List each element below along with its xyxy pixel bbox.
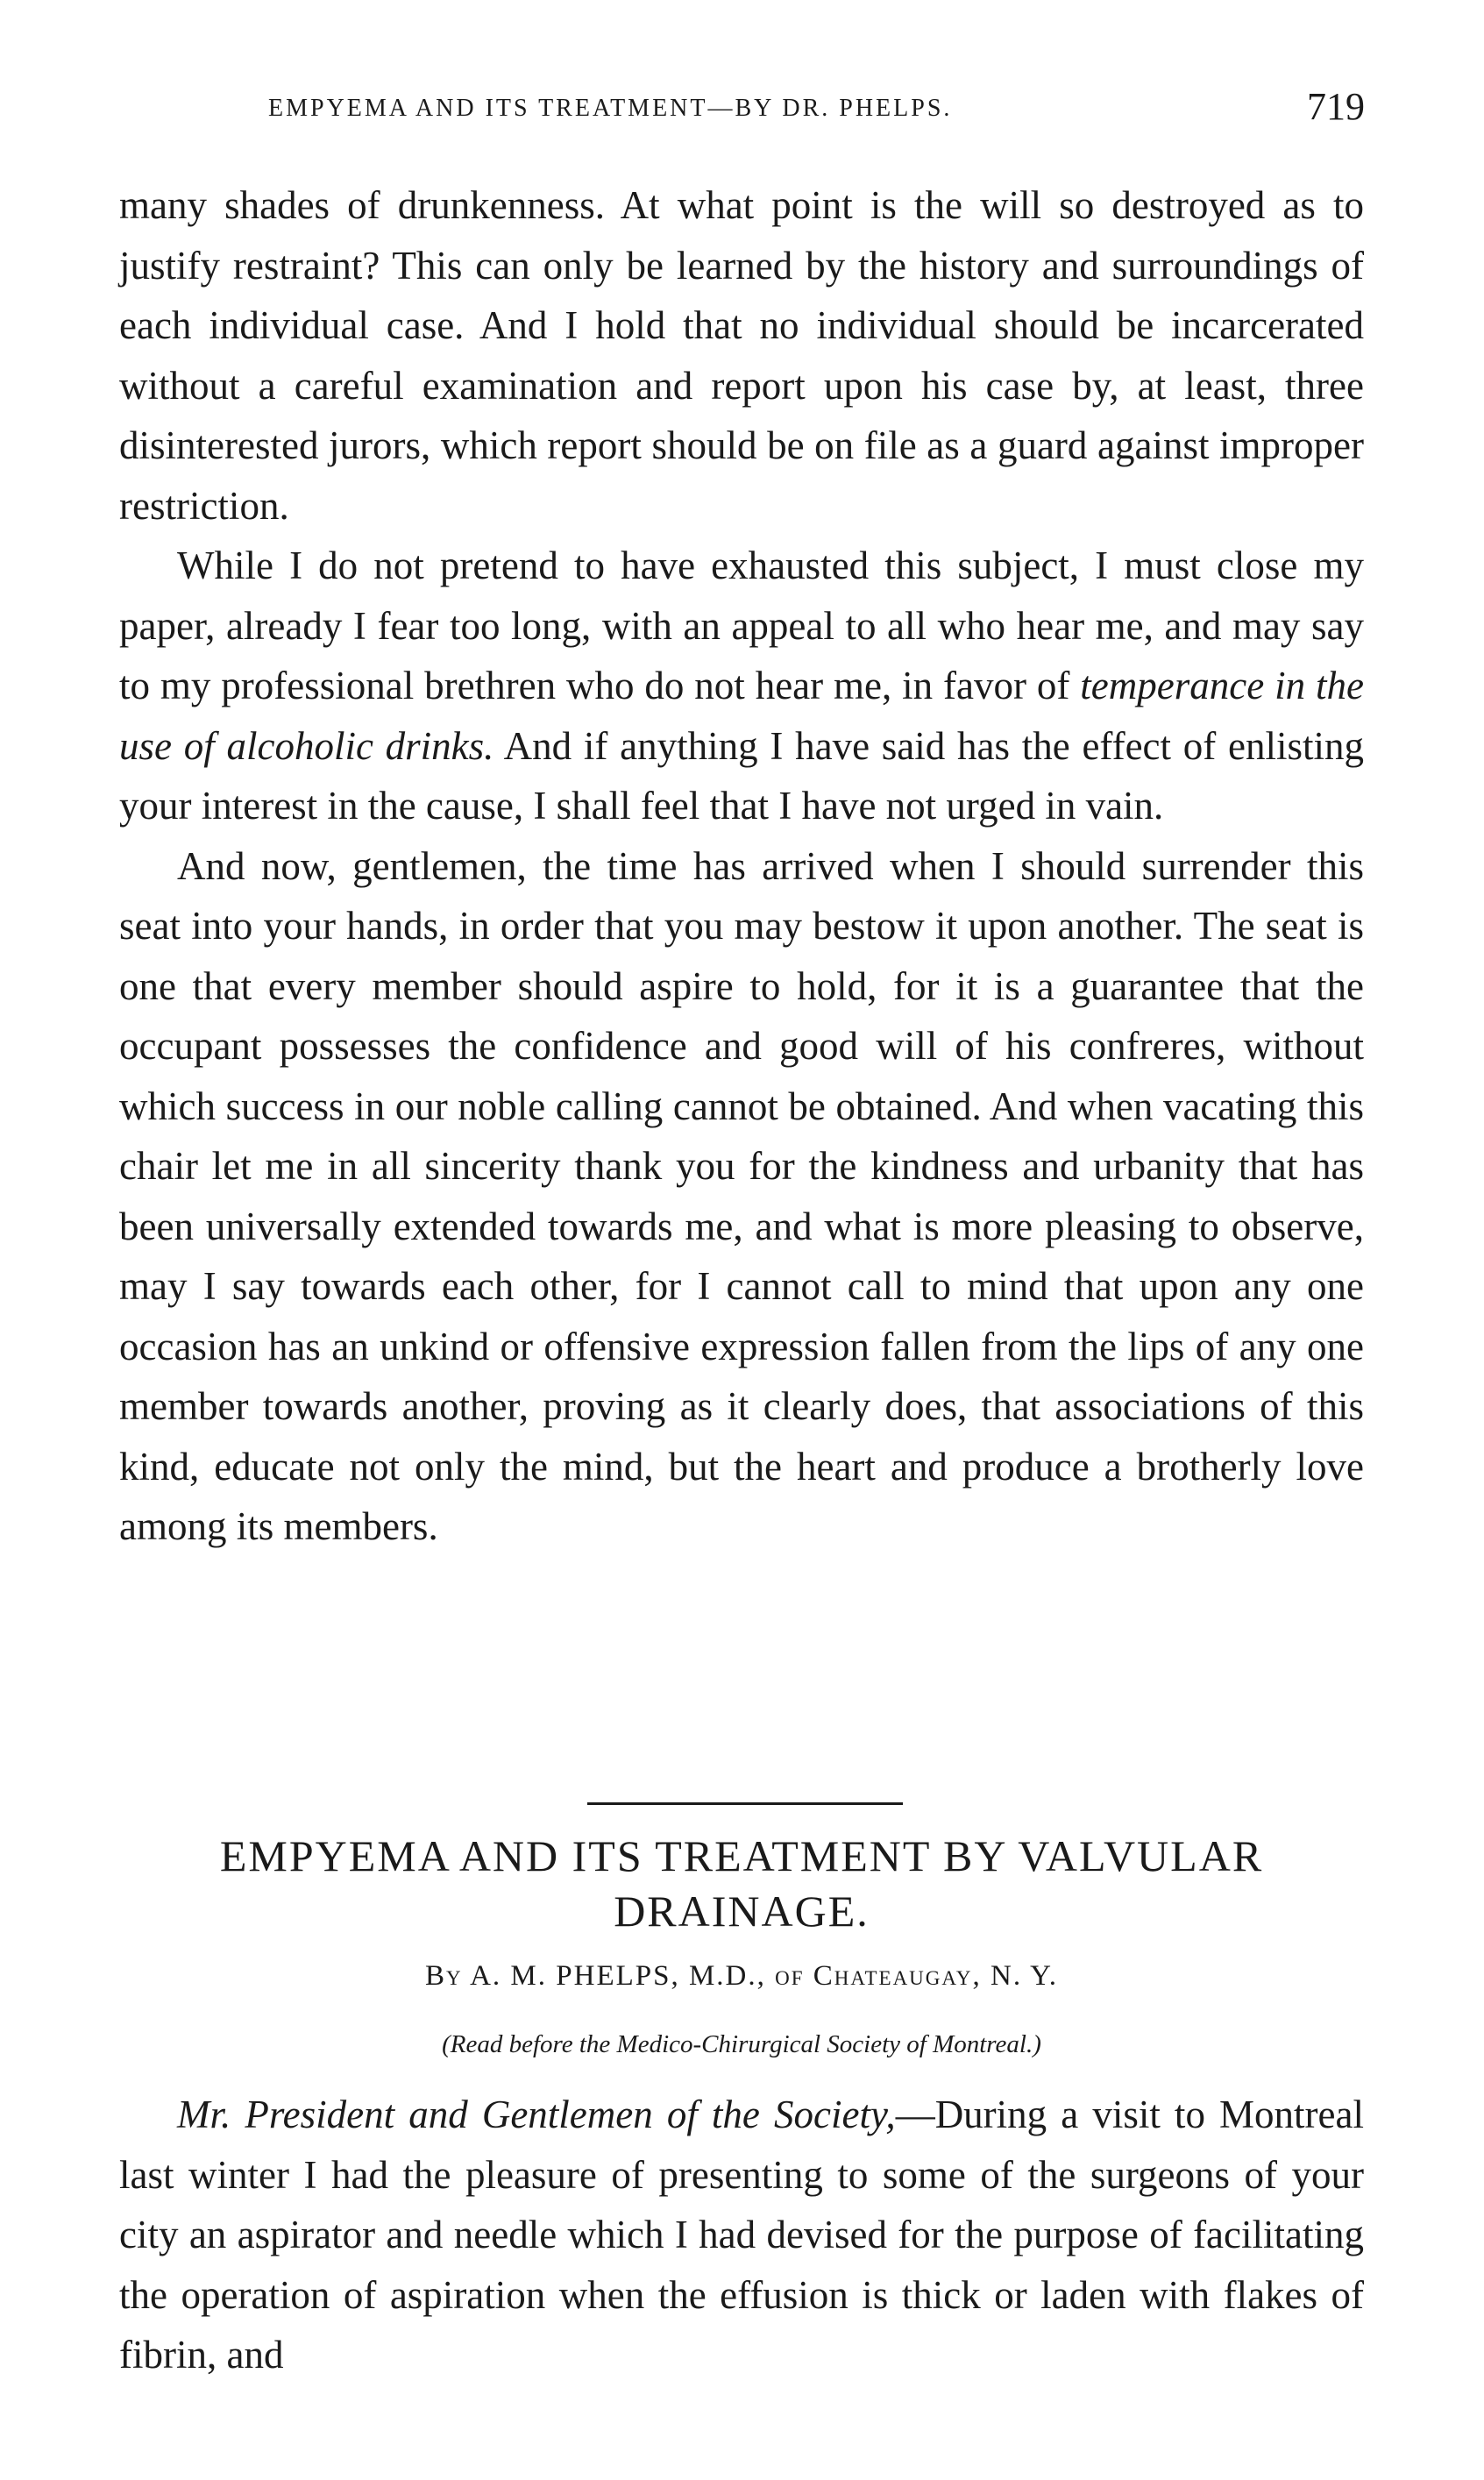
section-divider [587, 1802, 903, 1805]
paragraph-text: While I do not pretend to have exhausted this subject, I must close my paper, already I fear too long, with an appeal to all who hear me, and may say to my professional brethren who do not hear me, in favor of [119, 544, 1364, 707]
article-title: EMPYEMA AND ITS TREATMENT BY VALVULAR DRAINAGE. [219, 1831, 1264, 1936]
article-opening [119, 2085, 1364, 2385]
salutation: Mr. President and Gentlemen of the Society, [177, 2093, 896, 2136]
paragraph-farewell: And now, gentlemen, the time has arrived when I should surrender this seat into your hands, in order that you may bestow it upon another. The seat is one that every member should aspire to hold, for it is a guarantee that the occupant possesses the confidence and good will of his confreres, without which success in our noble calling cannot be obtained. And when vacating this chair let me in all sincerity thank you for the kindness and urbanity that has been universally extended towards me, and what is more pleasing to observe, may I say towards each other, for I cannot call to mind that upon any one occasion has an unkind or offensive expression fallen from the lips of any one member towards another, proving as it clearly does, that associations of this kind, educate not only the mind, but the heart and produce a brotherly love among its members. [119, 843, 1364, 1548]
previous-article-text [119, 175, 1364, 1557]
article-note: (Read before the Medico-Chirurgical Society of Montreal.) [442, 2030, 1041, 2058]
paragraph-text: —During a visit to Montreal last winter I had the pleasure of presenting to some of the surgeons of your city an aspirator and needle which I had devised for the purpose of facilitating the operation of aspiration when the effusion is thick or laden with flakes of fibrin, and [119, 2093, 1364, 2377]
emphasis-text: temperance in the use of alcoholic drinks. [119, 664, 1364, 768]
paragraph-text: And if anything I have said has the effect of enlisting your interest in the cause, I shall feel that I have not urged in vain. [119, 723, 1364, 828]
page-number: 719 [1307, 85, 1365, 128]
paragraph-continuation: many shades of drunkenness. At what point is the will so destroyed as to justify restraint? This can only be learned by the history and surroundings of each individual case. And I hold that no individual should be incarcerated without a careful examination and report upon his case by, at least, three disinterested jurors, which report should be on file as a guard against improper restriction. [119, 183, 1364, 528]
running-head [119, 84, 1372, 137]
paragraph-opening [119, 2085, 1364, 2385]
running-title: EMPYEMA AND ITS TREATMENT—BY DR. PHELPS. [268, 95, 953, 122]
paragraph-temperance [119, 536, 1364, 836]
article-byline: By A. M. PHELPS, M.D., of Chateaugay, N. Y. [425, 1960, 1058, 1992]
